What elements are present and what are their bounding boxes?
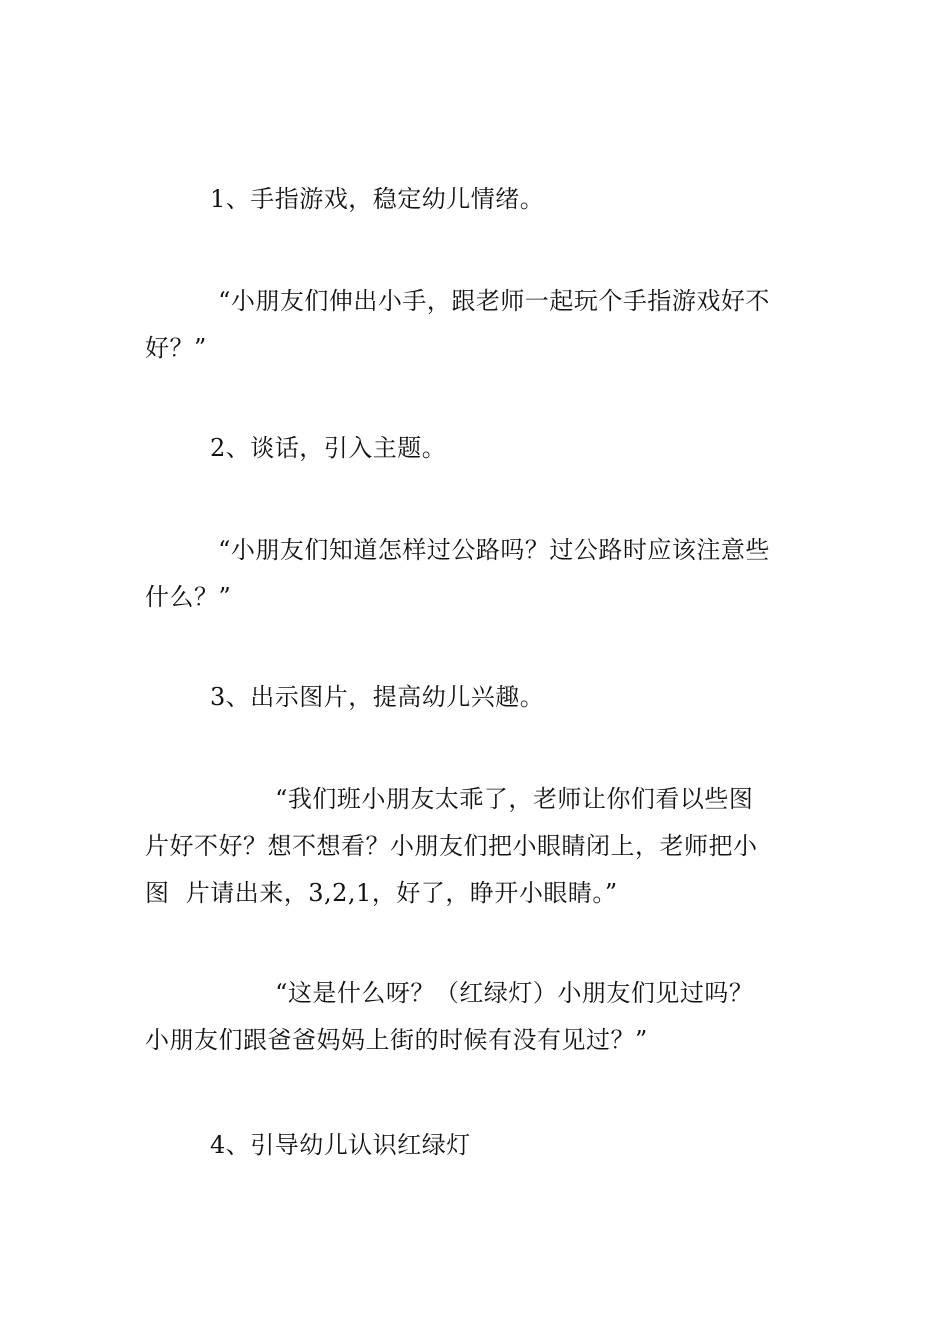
text-line: “我们班小朋友太乖了，老师让你们看以些图: [145, 785, 754, 813]
text-line: “小朋友们伸出小手，跟老师一起玩个手指游戏好不: [145, 287, 770, 315]
paragraph-quote-finger-game: [145, 278, 810, 372]
text-line: 好？”: [145, 334, 207, 362]
text-line: 图 片请出来，3,2,1，好了，睁开小眼睛。”: [145, 879, 618, 907]
text-line: 什么？”: [145, 583, 232, 611]
text-line: 1、手指游戏，稳定幼儿情绪。: [145, 185, 545, 213]
paragraph-quote-traffic-light: [145, 970, 810, 1064]
text-line: 2、谈话，引入主题。: [145, 434, 447, 462]
text-line: “小朋友们知道怎样过公路吗？过公路时应该注意些: [145, 536, 770, 564]
paragraph-step-3: [145, 674, 810, 721]
paragraph-quote-pictures: [145, 776, 810, 917]
text-line: “这是什么呀？（红绿灯）小朋友们见过吗？: [145, 979, 754, 1007]
paragraph-step-4: [145, 1122, 810, 1169]
paragraph-step-1: [145, 176, 810, 223]
paragraph-step-2: [145, 425, 810, 472]
text-line: 4、引导幼儿认识红绿灯: [145, 1131, 471, 1159]
paragraph-quote-crossing-road: [145, 527, 810, 621]
text-line: 3、出示图片，提高幼儿兴趣。: [145, 683, 545, 711]
text-line: 片好不好？想不想看？小朋友们把小眼睛闭上，老师把小: [145, 832, 758, 860]
text-line: 小朋友们跟爸爸妈妈上街的时候有没有见过？”: [145, 1026, 648, 1054]
